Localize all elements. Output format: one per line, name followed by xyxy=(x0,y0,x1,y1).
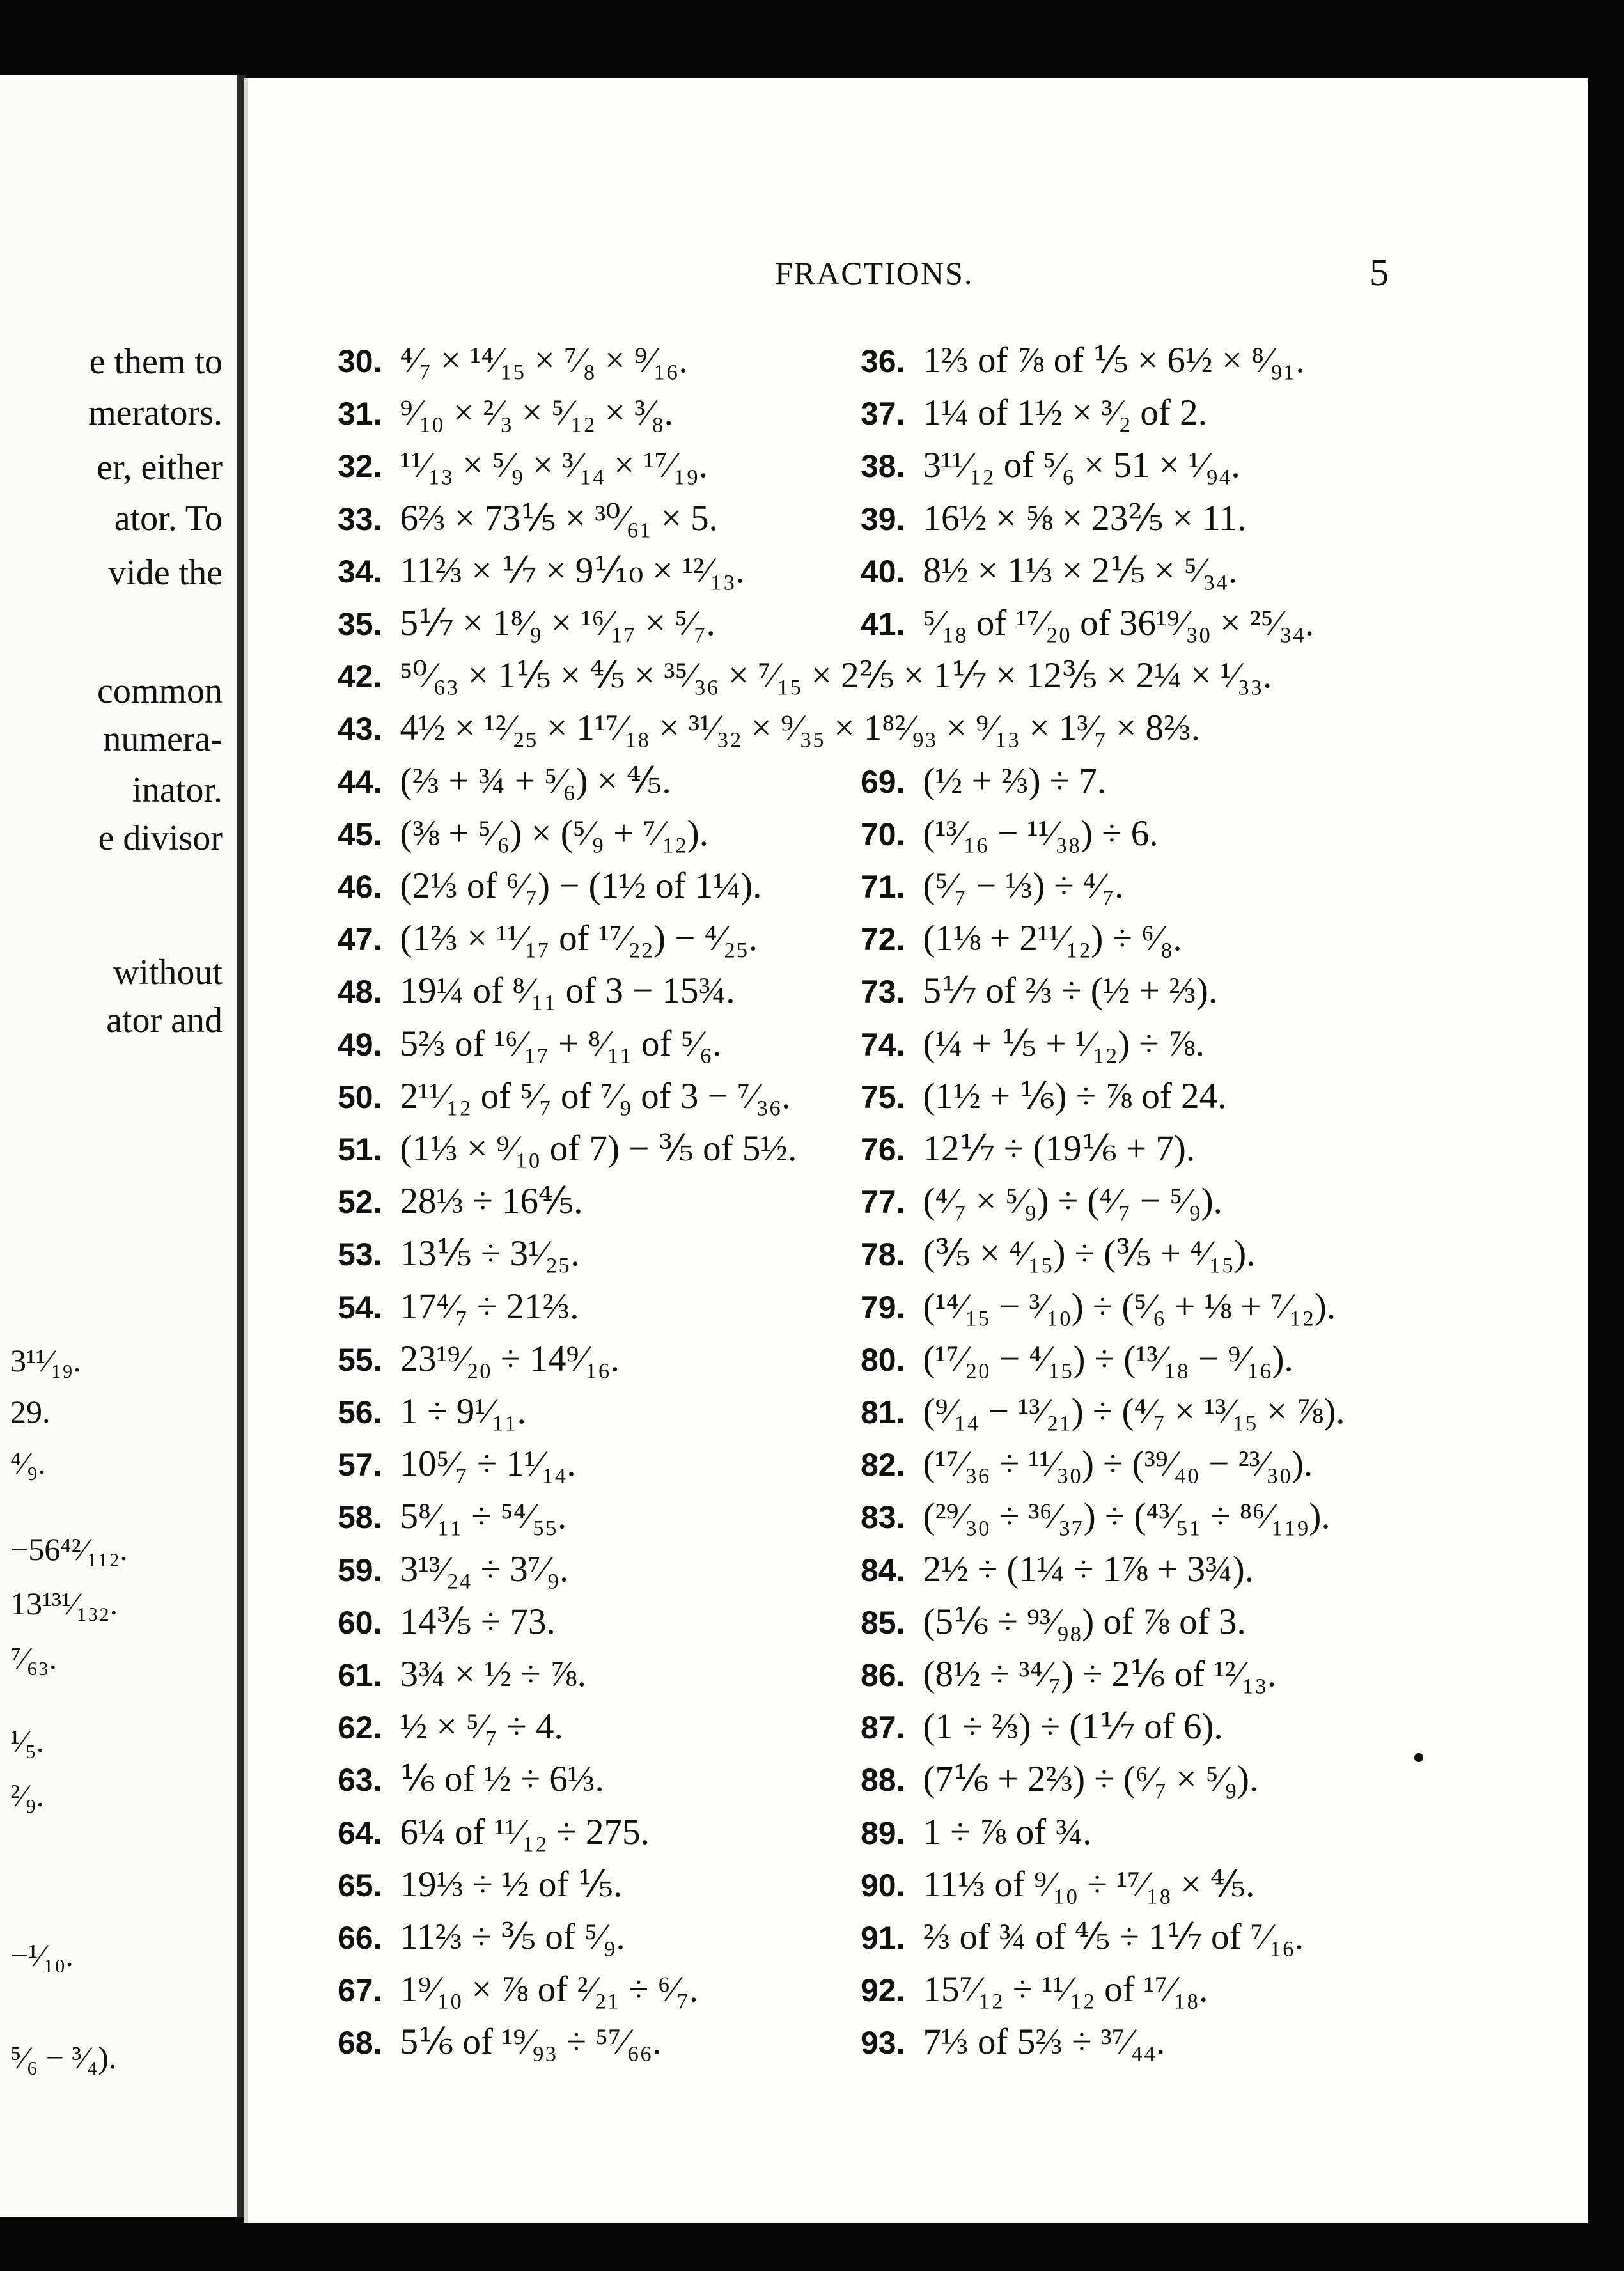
exercise-item xyxy=(338,1866,622,1903)
exercise-item xyxy=(861,342,1305,378)
exercise-expression: ⁴⁄₇ × ¹⁴⁄₁₅ × ⁷⁄₈ × ⁹⁄₁₆. xyxy=(400,340,688,380)
exercise-number: 75. xyxy=(861,1079,905,1115)
exercise-item xyxy=(861,972,1217,1009)
exercise-expression: ¹¹⁄₁₃ × ⁵⁄₉ × ³⁄₁₄ × ¹⁷⁄₁₉. xyxy=(400,445,708,485)
exercise-number: 87. xyxy=(861,1710,905,1745)
exercise-expression: 3¹¹⁄₁₂ of ⁵⁄₆ × 51 × ¹⁄₉₄. xyxy=(923,445,1240,485)
exercise-item xyxy=(338,1604,556,1640)
exercise-expression: 11⅔ × ⅐ × 9⅒ × ¹²⁄₁₃. xyxy=(400,550,745,591)
exercise-number: 59. xyxy=(338,1552,382,1588)
exercise-item xyxy=(338,1341,620,1377)
exercise-number: 34. xyxy=(338,554,382,589)
exercise-number: 81. xyxy=(861,1394,905,1430)
exercise-number: 61. xyxy=(338,1657,382,1693)
exercise-number: 89. xyxy=(861,1815,905,1851)
exercise-number: 37. xyxy=(861,396,905,432)
exercise-item xyxy=(338,1446,576,1482)
exercise-item xyxy=(338,1919,625,1955)
exercise-expression: 28⅓ ÷ 16⅘. xyxy=(400,1181,583,1221)
exercise-expression: 15⁷⁄₁₂ ÷ ¹¹⁄₁₂ of ¹⁷⁄₁₈. xyxy=(923,1969,1208,2010)
exercise-number: 65. xyxy=(338,1868,382,1903)
exercise-number: 60. xyxy=(338,1605,382,1641)
exercise-item xyxy=(861,1183,1222,1219)
exercise-number: 84. xyxy=(861,1552,905,1588)
exercise-expression: 11⅔ ÷ ⅗ of ⁵⁄₉. xyxy=(400,1917,625,1957)
exercise-expression: 6⅔ × 73⅕ × ³⁰⁄₆₁ × 5. xyxy=(400,498,718,538)
exercise-expression: 1⅔ of ⅞ of ⅕ × 6½ × ⁸⁄₉₁. xyxy=(923,340,1305,380)
exercise-expression: (5⅙ ÷ ⁹³⁄₉₈) of ⅞ of 3. xyxy=(923,1602,1246,1642)
exercise-item xyxy=(861,1446,1313,1482)
exercise-expression: 3¹³⁄₂₄ ÷ 3⁷⁄₉. xyxy=(400,1549,569,1589)
exercise-number: 46. xyxy=(338,869,382,905)
exercise-expression: 19⅓ ÷ ½ of ⅕. xyxy=(400,1864,623,1905)
exercise-expression: 7⅓ of 5⅔ ÷ ³⁷⁄₄₄. xyxy=(923,2022,1166,2062)
exercise-expression: ⅙ of ½ ÷ 6⅓. xyxy=(400,1759,604,1799)
exercise-expression: (¹⁴⁄₁₅ − ³⁄₁₀) ÷ (⁵⁄₆ + ⅛ + ⁷⁄₁₂). xyxy=(923,1286,1336,1327)
exercise-item xyxy=(338,710,1200,746)
exercise-expression: 2½ ÷ (1¼ ÷ 1⅞ + 3¾). xyxy=(923,1549,1254,1589)
exercise-item xyxy=(861,1604,1246,1640)
exercise-item xyxy=(338,1130,797,1167)
exercise-item xyxy=(861,1656,1276,1692)
exercise-item xyxy=(338,1708,563,1745)
exercise-item xyxy=(338,1078,790,1114)
previous-page-text-line: merators. xyxy=(88,393,223,433)
exercise-number: 51. xyxy=(338,1132,382,1167)
exercise-number: 62. xyxy=(338,1710,382,1745)
exercise-item xyxy=(338,1761,604,1797)
exercise-number: 52. xyxy=(338,1184,382,1220)
exercise-item xyxy=(338,552,745,589)
exercise-item xyxy=(861,920,1182,956)
exercise-number: 74. xyxy=(861,1027,905,1063)
exercise-number: 56. xyxy=(338,1394,382,1430)
previous-page-text-line: common xyxy=(97,671,223,711)
previous-page-text-line: ator. To xyxy=(114,499,223,538)
exercise-number: 90. xyxy=(861,1868,905,1903)
exercise-item xyxy=(338,1026,721,1062)
exercise-expression: 13⅕ ÷ 3¹⁄₂₅. xyxy=(400,1233,580,1274)
previous-page-text-line: ator and xyxy=(106,1001,223,1040)
exercise-item xyxy=(861,2024,1165,2060)
exercise-expression: 1 ÷ ⅞ of ¾. xyxy=(923,1812,1092,1852)
exercise-number: 48. xyxy=(338,974,382,1010)
exercise-expression: 5⅙ of ¹⁹⁄₉₃ ÷ ⁵⁷⁄₆₆. xyxy=(400,2022,662,2062)
exercise-item xyxy=(338,500,718,536)
exercise-expression: 8½ × 1⅓ × 2⅕ × ⁵⁄₃₄. xyxy=(923,550,1238,591)
exercise-expression: (¹⁷⁄₂₀ − ⁴⁄₁₅) ÷ (¹³⁄₁₈ − ⁹⁄₁₆). xyxy=(923,1339,1293,1379)
exercise-item xyxy=(861,1971,1208,2008)
exercise-number: 72. xyxy=(861,921,905,957)
exercise-number: 73. xyxy=(861,974,905,1010)
exercise-item xyxy=(861,500,1246,536)
previous-page-fragment: ⁷⁄₆₃. xyxy=(10,1640,58,1676)
exercise-item xyxy=(338,1971,698,2008)
exercise-item xyxy=(861,552,1237,589)
exercise-number: 63. xyxy=(338,1762,382,1798)
exercise-expression: ⁵⁰⁄₆₃ × 1⅕ × ⅘ × ³⁵⁄₃₆ × ⁷⁄₁₅ × 2⅖ × 1⅐ × 12⅗ × 2¼ × ¹⁄₃₃. xyxy=(400,655,1272,696)
exercise-item xyxy=(338,657,1272,694)
exercise-item xyxy=(861,1708,1223,1745)
exercise-item xyxy=(338,394,673,431)
exercise-expression: 2¹¹⁄₁₂ of ⁵⁄₇ of ⁷⁄₉ of 3 − ⁷⁄₃₆. xyxy=(400,1076,791,1116)
exercise-item xyxy=(338,1498,566,1534)
exercise-expression: ⁵⁄₁₈ of ¹⁷⁄₂₀ of 36¹⁹⁄₃₀ × ²⁵⁄₃₄. xyxy=(923,603,1315,643)
previous-page-fragment: ²⁄₉. xyxy=(10,1777,45,1813)
exercise-number: 32. xyxy=(338,448,382,484)
exercise-number: 31. xyxy=(338,396,382,432)
exercise-number: 44. xyxy=(338,764,382,800)
exercise-expression: (7⅙ + 2⅔) ÷ (⁶⁄₇ × ⁵⁄₉). xyxy=(923,1759,1259,1799)
exercise-number: 57. xyxy=(338,1447,382,1483)
previous-page-fragment: 3¹¹⁄₁₉. xyxy=(10,1343,81,1378)
exercise-item xyxy=(861,868,1123,904)
exercise-item xyxy=(861,1235,1256,1272)
previous-page-fragment: ¹⁄₅. xyxy=(10,1723,45,1759)
exercise-expression: 3¾ × ½ ÷ ⅞. xyxy=(400,1654,586,1694)
exercise-item xyxy=(338,1183,583,1219)
exercise-item xyxy=(338,1288,579,1325)
exercise-expression: (⅗ × ⁴⁄₁₅) ÷ (⅗ + ⁴⁄₁₅). xyxy=(923,1233,1256,1274)
exercise-item xyxy=(338,447,708,483)
exercise-item xyxy=(338,972,735,1009)
previous-page-fragment: −56⁴²⁄₁₁₂. xyxy=(10,1531,128,1567)
exercise-expression: (1½ + ⅙) ÷ ⅞ of 24. xyxy=(923,1076,1227,1116)
exercise-item xyxy=(861,1551,1254,1588)
exercise-item xyxy=(338,920,758,956)
previous-page-fragment: 29. xyxy=(10,1394,51,1430)
exercise-number: 58. xyxy=(338,1499,382,1535)
exercise-expression: 19¼ of ⁸⁄₁₁ of 3 − 15¾. xyxy=(400,971,735,1011)
exercise-number: 92. xyxy=(861,1972,905,2008)
previous-page-text-line: vide the xyxy=(108,553,223,593)
exercise-number: 49. xyxy=(338,1027,382,1063)
exercise-number: 85. xyxy=(861,1605,905,1641)
exercise-number: 82. xyxy=(861,1447,905,1483)
exercise-item xyxy=(338,763,671,799)
exercise-expression: ½ × ⁵⁄₇ ÷ 4. xyxy=(400,1706,563,1747)
previous-page-text-line: inator. xyxy=(132,770,223,810)
exercise-number: 55. xyxy=(338,1342,382,1378)
exercise-expression: 5⅐ of ⅔ ÷ (½ + ⅔). xyxy=(923,971,1218,1011)
exercise-expression: 5⅔ of ¹⁶⁄₁₇ + ⁸⁄₁₁ of ⁵⁄₆. xyxy=(400,1024,722,1064)
exercise-number: 45. xyxy=(338,816,382,852)
exercise-number: 36. xyxy=(861,343,905,379)
exercise-expression: (¼ + ⅕ + ¹⁄₁₂) ÷ ⅞. xyxy=(923,1024,1205,1064)
exercise-item xyxy=(861,1026,1205,1062)
exercise-expression: ⅔ of ¾ of ⅘ ÷ 1⅐ of ⁷⁄₁₆. xyxy=(923,1917,1304,1957)
exercise-expression: (8½ ÷ ³⁴⁄₇) ÷ 2⅙ of ¹²⁄₁₃. xyxy=(923,1654,1277,1694)
exercise-expression: (2⅓ of ⁶⁄₇) − (1½ of 1¼). xyxy=(400,866,762,906)
exercise-number: 76. xyxy=(861,1132,905,1167)
previous-page-text-line: without xyxy=(113,953,223,992)
exercise-number: 78. xyxy=(861,1237,905,1272)
exercise-expression: (1⅔ × ¹¹⁄₁₇ of ¹⁷⁄₂₂) − ⁴⁄₂₅. xyxy=(400,918,758,958)
exercise-item xyxy=(861,1288,1336,1325)
exercise-number: 67. xyxy=(338,1972,382,2008)
exercise-number: 68. xyxy=(338,2025,382,2061)
exercise-number: 71. xyxy=(861,869,905,905)
exercise-number: 93. xyxy=(861,2025,905,2061)
exercise-number: 42. xyxy=(338,659,382,694)
exercise-expression: (1⅛ + 2¹¹⁄₁₂) ÷ ⁶⁄₈. xyxy=(923,918,1182,958)
exercise-item xyxy=(861,1498,1331,1534)
page-number: 5 xyxy=(1370,251,1389,293)
previous-page-text-line: e them to xyxy=(89,342,223,382)
exercise-expression: 10⁵⁄₇ ÷ 1¹⁄₁₄. xyxy=(400,1444,576,1484)
exercise-expression: 14⅗ ÷ 73. xyxy=(400,1602,556,1642)
exercise-item xyxy=(861,1814,1092,1850)
exercise-item xyxy=(338,815,708,852)
exercise-item xyxy=(861,1919,1304,1955)
exercise-expression: (¹³⁄₁₆ − ¹¹⁄₃₈) ÷ 6. xyxy=(923,813,1159,854)
exercise-number: 64. xyxy=(338,1815,382,1851)
exercise-item xyxy=(861,1078,1226,1114)
exercise-item xyxy=(861,815,1159,852)
ink-speck xyxy=(1414,1753,1423,1762)
exercise-expression: (1 ÷ ⅔) ÷ (1⅐ of 6). xyxy=(923,1706,1223,1747)
exercise-item xyxy=(338,1393,526,1430)
exercise-number: 54. xyxy=(338,1290,382,1325)
exercise-item xyxy=(861,763,1106,799)
exercise-item xyxy=(861,605,1314,641)
exercise-expression: 23¹⁹⁄₂₀ ÷ 14⁹⁄₁₆. xyxy=(400,1339,620,1379)
exercise-number: 86. xyxy=(861,1657,905,1693)
exercise-expression: 4½ × ¹²⁄₂₅ × 1¹⁷⁄₁₈ × ³¹⁄₃₂ × ⁹⁄₃₅ × 1⁸²⁄₉₃ × ⁹⁄₁₃ × 1³⁄₇ × 8⅔. xyxy=(400,708,1201,748)
exercise-number: 40. xyxy=(861,554,905,589)
exercise-item xyxy=(338,1814,650,1850)
exercise-item xyxy=(861,447,1240,483)
exercise-number: 77. xyxy=(861,1184,905,1220)
exercise-number: 53. xyxy=(338,1237,382,1272)
exercise-expression: 6¼ of ¹¹⁄₁₂ ÷ 275. xyxy=(400,1812,650,1852)
exercise-expression: 5⁸⁄₁₁ ÷ ⁵⁴⁄₅₅. xyxy=(400,1496,567,1536)
exercise-item xyxy=(338,868,761,904)
exercise-expression: (⁹⁄₁₄ − ¹³⁄₂₁) ÷ (⁴⁄₇ × ¹³⁄₁₅ × ⅞). xyxy=(923,1391,1345,1432)
exercise-expression: 12⅐ ÷ (19⅙ + 7). xyxy=(923,1128,1196,1169)
exercise-expression: (½ + ⅔) ÷ 7. xyxy=(923,761,1107,801)
previous-page xyxy=(0,75,237,2217)
exercise-item xyxy=(861,1341,1293,1377)
previous-page-text-line: e divisor xyxy=(98,818,223,858)
exercise-expression: (⅔ + ¾ + ⁵⁄₆) × ⅘. xyxy=(400,761,671,801)
exercise-number: 30. xyxy=(338,343,382,379)
exercise-number: 33. xyxy=(338,501,382,537)
exercise-expression: (²⁹⁄₃₀ ÷ ³⁶⁄₃₇) ÷ (⁴³⁄₅₁ ÷ ⁸⁶⁄₁₁₉). xyxy=(923,1496,1331,1536)
exercise-item xyxy=(861,1866,1254,1903)
running-title: FRACTIONS. xyxy=(775,255,974,291)
previous-page-text-line: er, either xyxy=(97,448,223,487)
exercise-item xyxy=(338,1551,568,1588)
exercise-expression: 1¼ of 1½ × ³⁄₂ of 2. xyxy=(923,393,1207,433)
exercise-expression: ⁹⁄₁₀ × ²⁄₃ × ⁵⁄₁₂ × ³⁄₈. xyxy=(400,393,673,433)
exercise-number: 80. xyxy=(861,1342,905,1378)
previous-page-text-line: numera- xyxy=(103,719,223,759)
exercise-number: 35. xyxy=(338,606,382,642)
exercise-item xyxy=(861,1761,1258,1797)
exercise-number: 50. xyxy=(338,1079,382,1115)
exercise-number: 39. xyxy=(861,501,905,537)
exercise-number: 70. xyxy=(861,816,905,852)
exercise-expression: 1⁹⁄₁₀ × ⅞ of ²⁄₂₁ ÷ ⁶⁄₇. xyxy=(400,1969,699,2010)
exercise-expression: 16½ × ⅝ × 23⅖ × 11. xyxy=(923,498,1247,538)
exercise-expression: (1⅓ × ⁹⁄₁₀ of 7) − ⅗ of 5½. xyxy=(400,1128,797,1169)
exercise-number: 38. xyxy=(861,448,905,484)
exercise-expression: (⁴⁄₇ × ⁵⁄₉) ÷ (⁴⁄₇ − ⁵⁄₉). xyxy=(923,1181,1222,1221)
exercise-item xyxy=(338,342,688,378)
exercise-expression: 11⅓ of ⁹⁄₁₀ ÷ ¹⁷⁄₁₈ × ⅘. xyxy=(923,1864,1255,1905)
exercise-number: 47. xyxy=(338,921,382,957)
exercise-item xyxy=(338,1235,580,1272)
previous-page-fragment: ⁴⁄₉. xyxy=(10,1445,46,1481)
exercise-expression: (⅜ + ⁵⁄₆) × (⁵⁄₉ + ⁷⁄₁₂). xyxy=(400,813,709,854)
exercise-number: 91. xyxy=(861,1920,905,1956)
exercise-expression: (⁵⁄₇ − ⅓) ÷ ⁴⁄₇. xyxy=(923,866,1124,906)
exercise-item xyxy=(861,1393,1345,1430)
exercise-number: 88. xyxy=(861,1762,905,1798)
exercise-number: 41. xyxy=(861,606,905,642)
exercise-number: 83. xyxy=(861,1499,905,1535)
exercise-number: 79. xyxy=(861,1290,905,1325)
exercise-number: 66. xyxy=(338,1920,382,1956)
exercise-expression: (¹⁷⁄₃₆ ÷ ¹¹⁄₃₀) ÷ (³⁹⁄₄₀ − ²³⁄₃₀). xyxy=(923,1444,1313,1484)
exercise-expression: 17⁴⁄₇ ÷ 21⅔. xyxy=(400,1286,579,1327)
exercise-item xyxy=(861,394,1207,431)
exercise-expression: 1 ÷ 9¹⁄₁₁. xyxy=(400,1391,526,1432)
exercise-number: 43. xyxy=(338,711,382,747)
exercise-expression: 5⅐ × 1⁸⁄₉ × ¹⁶⁄₁₇ × ⁵⁄₇. xyxy=(400,603,715,643)
previous-page-fragment: 13¹³¹⁄₁₃₂. xyxy=(10,1586,118,1621)
exercise-item xyxy=(338,1656,586,1692)
exercise-item xyxy=(338,605,715,641)
exercise-item xyxy=(861,1130,1195,1167)
exercise-item xyxy=(338,2024,662,2060)
exercise-number: 69. xyxy=(861,764,905,800)
previous-page-fragment: −¹⁄₁₀. xyxy=(10,1937,74,1973)
previous-page-fragment: ⁵⁄₆ − ³⁄₄). xyxy=(10,2040,117,2075)
